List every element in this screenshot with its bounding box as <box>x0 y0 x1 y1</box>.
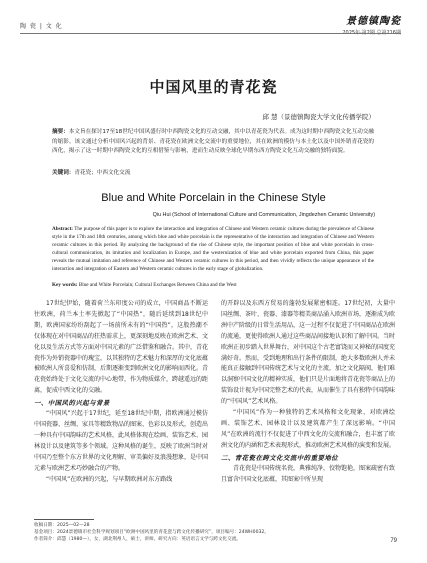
page-number: 79 <box>390 538 397 544</box>
header-rule <box>20 33 401 34</box>
abstract-en-label: Abstract: <box>52 226 74 232</box>
keywords-cn <box>52 168 130 176</box>
body-column-right <box>221 299 395 486</box>
keywords-en-label: Key words: <box>52 282 78 288</box>
footnote-fund: 基金项目：2024景德镇市社会科学规划项目“欧洲中国风里的青花瓷与跨文化传播研究”，项目编号：24WH0032。 <box>34 530 269 536</box>
abstract-en-text: The purpose of this paper is to explore the interaction and integration of Chinese and Western ceramic cultures during the prevalence of Chinese style in the 17th and 18th centuries, among which blue and white porcelain is the representative of the interaction and integration of Chinese and Western ceramic cultures in this period. By analyzing the background of the rise of Chinese style, the important position of blue and white porcelain in cross-cultural communication, its imitation and localization in Europe, and the westernization of blue and white porcelain exported from China, this paper reveals the mutual imitation and reference of Chinese and Western ceramic cultures in this period, and then vividly reflects the unique appearance of the interaction and integration of Eastern and Western ceramic cultures in the early stage of globalization. <box>52 226 374 272</box>
keywords-cn-label: 关键词： <box>52 170 75 176</box>
body-column-left <box>34 299 208 486</box>
footnote-rule <box>34 519 94 520</box>
section-heading: 二、青花瓷在跨文化交流中的重要地位 <box>221 453 339 462</box>
body-paragraph: 青花瓷是中国传统名瓷，典雅纯净，佼物饱艳，图案疏密有致且富含中国文化底蕴，其图案中所呈现 <box>221 464 396 483</box>
keywords-cn-text: 青花瓷；中西文化交流 <box>74 170 131 176</box>
author-en: Qiu Hui (School of International Culture and Communication, Jingdezhen Ceramic University) <box>152 212 375 218</box>
abstract-en <box>52 225 374 273</box>
keywords-en-text: Blue and White Porcelain; Cultural Exchanges Between China and the West <box>78 282 237 288</box>
article-title-en: Blue and White Porcelain in the Chinese Style <box>101 192 326 204</box>
author-cn: 邱 慧（景德镇陶瓷大学文化传播学院） <box>262 113 375 121</box>
article-title-cn: 中国风里的青花瓷 <box>149 78 278 96</box>
abstract-cn-text: 本文旨在探讨17至18世纪中国风盛行时中西陶瓷文化的互动交融，其中以青花瓷为代表。成为这时期中西陶瓷文化互动交融的缩影。该文通过分析中国风兴起的背景、青花瓷在欧洲文化交流中的重要地位，其在欧洲的模仿与本土化以及中国外销青花瓷的西化，揭示了这一时期中西陶瓷文化的互相借鉴与影响，进而生动反映全球化早期东西方陶瓷文化互动交融的独特面貌。 <box>52 129 374 155</box>
section-heading: 一、中国风的兴起与背景 <box>34 399 110 408</box>
footnotes <box>34 522 394 544</box>
body-paragraph: “中国风”作为一种独特的艺术风格和文化现象，对欧洲绘画、装饰艺术、园林设计以及建筑都产生了深远影响。“中国风”在欧洲的流行不仅促进了中西文化的交流和融合，也丰富了欧洲文化的内涵和艺术表现形式，推动欧洲艺术风格的演变和发展。 <box>221 409 396 449</box>
body-paragraph: 的开辟以及东西方贸易的蓬勃发展紧密相连。17世纪初，大量中国丝绸、茶叶、瓷器、漆器等精美商品涌入欧洲市场，逐渐成为欧洲中产阶级的日常生活用品，这一过程不仅促进了中国商品在欧洲的流通，更使得欧洲人通过这些商品间接地认识和了解中国。当时欧洲正初步踏入世界舞台，对中国这个古老富饶而又神秘的国度充满好奇。然而，受到地理和出行条件的限制，绝大多数欧洲人并未能真正接触到中国传统艺术与文化的主流，加之文化隔阂，他们难以洞察中国文化的精神实质，他们只是片面地将青花瓷等商品上的装饰设计视为中国完整艺术的代表，从而催生了具有独特中国韵味的“中国风”艺术风格。 <box>221 300 396 406</box>
abstract-cn-label: 摘要： <box>52 129 69 135</box>
footnote-received: 收稿日期：2025—02—28 <box>34 523 90 528</box>
journal-logo: 景德镇陶瓷 <box>346 16 401 27</box>
keywords-en <box>52 282 237 288</box>
body-paragraph: “中国风”在欧洲的兴起，与早期欧洲对东方路线 <box>46 475 173 483</box>
abstract-cn <box>52 128 374 157</box>
body-paragraph: “中国风”兴起于17世纪，延至18世纪中期，指欧洲通过模仿中国瓷器、丝绸、家具等精致物品的图案、色彩以及形式，创造出一种具有中国韵味的艺术风格，此风格体现在绘画、装饰艺术、园林设计以及建筑等多个领域。这种风格的诞生，反映了欧洲当时对中国乃至整个东方世界的文化理解、审美偏好及浪漫想象，是中国元素与欧洲艺术巧妙融合的产物。 <box>34 410 209 472</box>
section-label: 陶 瓷 | 文 化 <box>20 23 63 30</box>
body-paragraph: 17世纪伊始，随着荷兰东印度公司的成立，中国商品不断运往欧洲，荷兰本土率先掀起了“中国热”，随后延续到18世纪中期，欧洲国家纷纷刮起了一场前所未有的“中国热”，这股热潮不仅体现在对中国商品的狂热需求上，更深刻地反映在欧洲艺术、文化以及生活方式等方面对中国元素的广泛借鉴和融合。其中，青花瓷作为外销瓷器中的瑰宝，以其独特的艺术魅力和深厚的文化底蕴被欧洲人所喜爱和仿制，后期逐渐变到欧洲文化的影响而西化。青花瓷始终处于文化交流的中心地带，作为物质媒介，跨越遥远的距离，促成中西文化的交融。 <box>34 300 209 395</box>
issue-info: 2025年·第2期 总第216期 <box>342 30 401 36</box>
footnote-bio: 作者简介：邱慧（1980—），女，湖北荆州人，硕士，讲师。研究方向：英语语言文学与跨文化交流。 <box>34 537 241 543</box>
